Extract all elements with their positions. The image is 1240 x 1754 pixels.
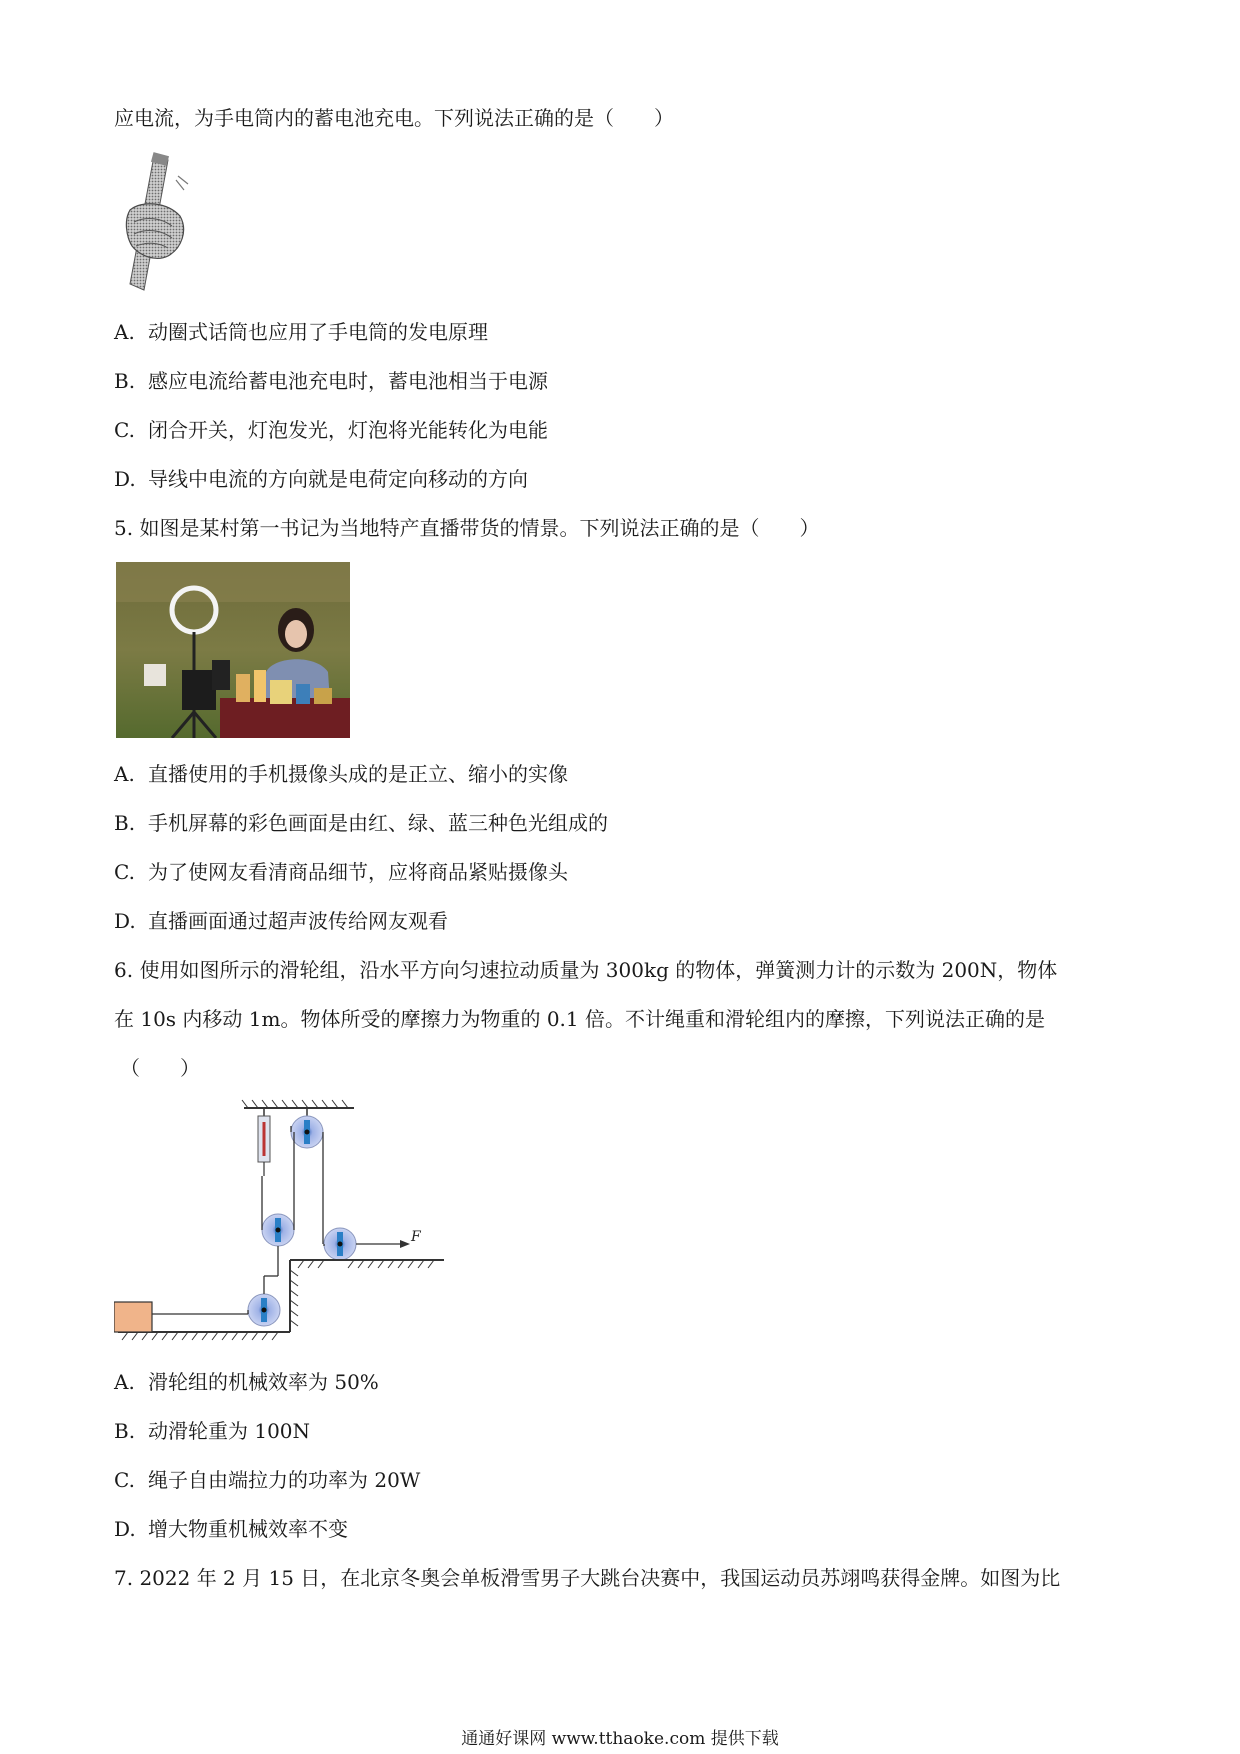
q6-option-b: B. 动滑轮重为 100N <box>114 1419 311 1443</box>
q4-option-d: D. 导线中电流的方向就是电荷定向移动的方向 <box>114 467 528 491</box>
question-4-stem: 应电流，为手电筒内的蓄电池充电。下列说法正确的是（ ） <box>114 106 674 130</box>
q4-option-a: A. 动圈式话筒也应用了手电筒的发电原理 <box>114 320 488 344</box>
hand-crank-flashlight-image <box>112 150 202 298</box>
q5-option-c: C. 为了使网友看清商品细节，应将商品紧贴摄像头 <box>114 860 568 884</box>
q4-option-c: C. 闭合开关，灯泡发光，灯泡将光能转化为电能 <box>114 418 548 442</box>
question-6-answer-bracket: （ ） <box>120 1056 200 1080</box>
question-5-stem: 5. 如图是某村第一书记为当地特产直播带货的情景。下列说法正确的是（ ） <box>114 516 820 540</box>
force-label-f: F <box>411 1229 421 1245</box>
q5-option-a: A. 直播使用的手机摄像头成的是正立、缩小的实像 <box>114 762 568 786</box>
q5-option-b: B. 手机屏幕的彩色画面是由红、绿、蓝三种色光组成的 <box>114 811 608 835</box>
q6-option-d: D. 增大物重机械效率不变 <box>114 1517 348 1541</box>
livestream-photo <box>116 562 350 738</box>
q6-option-a: A. 滑轮组的机械效率为 50% <box>114 1370 379 1394</box>
q4-option-b: B. 感应电流给蓄电池充电时，蓄电池相当于电源 <box>114 369 548 393</box>
pulley-system-diagram <box>114 1096 454 1342</box>
page-footer: 通通好课网 www.tthaoke.com 提供下载 <box>461 1729 779 1749</box>
q6-option-c: C. 绳子自由端拉力的功率为 20W <box>114 1468 421 1492</box>
question-6-stem-line1: 6. 使用如图所示的滑轮组，沿水平方向匀速拉动质量为 300kg 的物体，弹簧测力计的示数为 200N，物体 <box>114 958 1058 982</box>
question-6-stem-line2: 在 10s 内移动 1m。物体所受的摩擦力为物重的 0.1 倍。不计绳重和滑轮组内的摩擦，下列说法正确的是 <box>114 1007 1045 1031</box>
question-7-stem: 7. 2022 年 2 月 15 日，在北京冬奥会单板滑雪男子大跳台决赛中，我国运动员苏翊鸣获得金牌。如图为比 <box>114 1566 1061 1590</box>
q5-option-d: D. 直播画面通过超声波传给网友观看 <box>114 909 448 933</box>
